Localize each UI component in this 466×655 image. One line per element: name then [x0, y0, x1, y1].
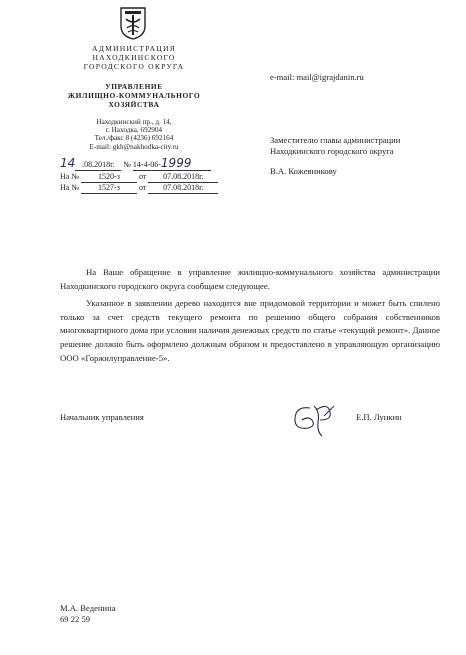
department-email: E-mail: gkh@nakhodka-city.ru	[89, 142, 179, 151]
reference-label-1: На №	[60, 172, 79, 181]
recipient-line-1: Заместителю главы администрации	[270, 135, 401, 145]
signatory-position: Начальник управления	[60, 412, 144, 422]
body-paragraph-2: Указанное в заявлении дерево находится вне придомовой территории и может быть спилено только за счет средств текущего ремонта по решению общего собрания собственников многоквартирного дома при условии наличия денежных средств по статье «текущий ремонт». Данное решение должно быть оформлено должным образом и предоставлено в управляющую организацию ООО «Горжилуправление-5».	[60, 298, 440, 363]
org-line-1: АДМИНИСТРАЦИЯ	[92, 44, 176, 53]
dept-line-1: УПРАВЛЕНИЕ	[105, 82, 163, 91]
recipient-title	[270, 135, 400, 157]
recipient-email: e-mail: mail@igrajdanin.ru	[270, 72, 364, 82]
org-line-2: НАХОДКИНСКОГО	[92, 53, 176, 62]
handwritten-signature	[290, 398, 338, 445]
executor-name: М.А. Веденина	[60, 603, 116, 613]
department-address	[70, 118, 198, 151]
recipient-name: В.А. Кожевникову	[270, 166, 337, 176]
registration-month-year: .08.2018г.	[75, 160, 121, 171]
reference-label-2: На №	[60, 183, 79, 192]
address-line-2: г. Находка, 692904	[105, 126, 163, 135]
body-paragraph-1: На Ваше обращение в управление жилищно-коммунального хозяйства администрации Находкинского городского округа сообщаем следующее.	[60, 267, 440, 291]
phone-fax: Тел./факс 8 (4236) 692164	[94, 134, 174, 143]
reference-line-2	[60, 183, 218, 194]
number-label: №	[123, 160, 131, 169]
reference-number-2: 1527-з	[81, 183, 137, 194]
outgoing-registration	[60, 158, 211, 171]
reference-from-label-2: от	[138, 183, 147, 192]
registration-number-printed: 14-4-06-	[132, 160, 161, 169]
signatory-name: Е.П. Лункин	[356, 412, 402, 422]
dept-line-2: ЖИЛИЩНО-КОММУНАЛЬНОГО	[67, 91, 201, 100]
reference-date-2: 07.08.2018г.	[148, 183, 218, 194]
executor-block	[60, 603, 116, 625]
city-coat-of-arms-icon	[119, 6, 147, 40]
recipient-line-2: Находкинского городского округа	[270, 146, 394, 156]
address-line-1: Находкинский пр., д. 14,	[96, 118, 172, 126]
dept-line-3: ХОЗЯЙСТВА	[108, 100, 160, 109]
reference-number-1: 1520-з	[81, 172, 137, 183]
registration-number	[133, 158, 211, 171]
registration-day-handwritten: 14	[60, 156, 76, 170]
registration-number-handwritten: 1999	[160, 156, 192, 170]
org-name	[66, 44, 202, 71]
org-line-3: ГОРОДСКОГО ОКРУГА	[83, 62, 185, 71]
letter-body	[60, 266, 440, 369]
reference-from-label-1: от	[138, 172, 147, 181]
department-name	[60, 82, 208, 109]
reference-date-1: 07.08.2018г.	[148, 172, 218, 183]
reference-line-1	[60, 172, 218, 183]
executor-phone: 69 22 59	[60, 614, 91, 624]
